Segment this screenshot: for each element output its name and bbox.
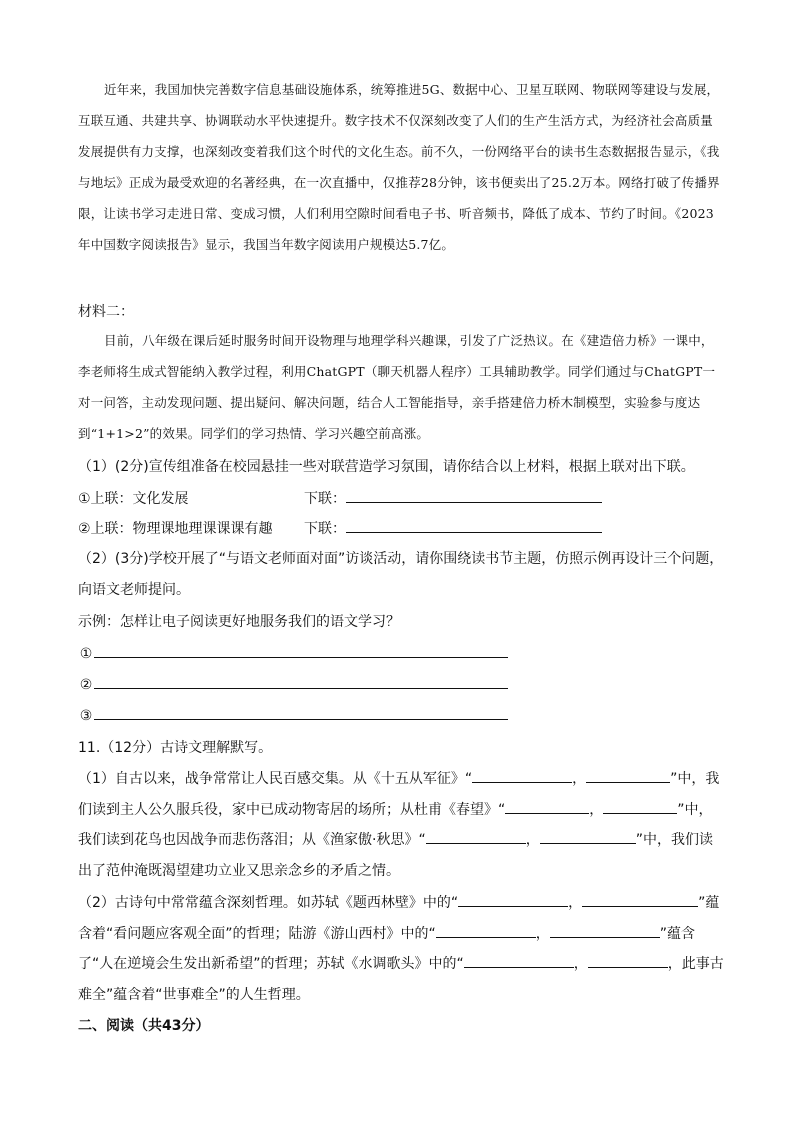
- section2-heading: 二、阅读（共43分）: [78, 1018, 210, 1034]
- q11-blank-1[interactable]: [472, 768, 572, 783]
- q2-answer-blank-1[interactable]: [94, 643, 508, 658]
- q11-part1: [78, 764, 726, 886]
- q1-prompt: （1）(2分)宣传组准备在校园悬挂一些对联营造学习氛围，请你结合以上材料，根据上联对出下联。: [78, 459, 695, 475]
- material2-paragraph: [78, 325, 721, 449]
- q2-answer-line-3: [78, 705, 508, 726]
- q11-p1-b: ，: [572, 771, 587, 787]
- q1-row2-lower-label: 下联：: [304, 521, 346, 537]
- q2-mark-1: ①: [79, 646, 93, 662]
- q11-blank-7[interactable]: [458, 892, 568, 907]
- q11-p2-e: ”蕴含了“人在逆境会生发出新希望”的哲理；苏轼《水调歌头》中的“: [78, 925, 696, 972]
- q11-p1-a: （1）自古以来，战争常常让人民百感交集。从《十五从军征》“: [78, 771, 473, 787]
- material1-paragraph: [78, 74, 721, 260]
- q11-p1-c: ”中，我们读到主人公久服兵役，家中已成动物寄居的场所；从杜甫《春望》“: [78, 771, 720, 818]
- q11-p1-g: ”中，我们读出了范仲淹既渴望建功立业又思亲念乡的矛盾之情。: [78, 832, 713, 879]
- q11-heading: 11.（12分）古诗文理解默写。: [78, 740, 273, 756]
- q1-row1-lower-label: 下联：: [304, 491, 346, 507]
- q2-answer-blank-3[interactable]: [94, 705, 508, 720]
- q1-row1-answer-blank[interactable]: [346, 488, 602, 503]
- q11-blank-12[interactable]: [588, 953, 668, 968]
- q1-row2-upper: ②上联：物理课地理课课课有趣: [78, 521, 273, 537]
- q11-p2-b: ，: [568, 895, 583, 911]
- q11-blank-10[interactable]: [550, 923, 660, 938]
- q1-row2-answer-blank[interactable]: [346, 518, 602, 533]
- q11-p2-f: ，: [573, 956, 588, 972]
- q11-blank-2[interactable]: [586, 768, 670, 783]
- q11-blank-8[interactable]: [582, 892, 698, 907]
- q1-row1: [78, 488, 602, 509]
- q11-p2-c: ”蕴含着“看问题应客观全面”的哲理；陆游《游山西村》中的“: [78, 895, 720, 942]
- q11-blank-6[interactable]: [540, 829, 636, 844]
- material2-heading: 材料二：: [78, 304, 134, 320]
- q1-row2: [78, 518, 602, 539]
- q11-blank-5[interactable]: [426, 829, 526, 844]
- q2-example: 示例：怎样让电子阅读更好地服务我们的语文学习？: [78, 614, 400, 630]
- q2-answer-line-1: [78, 643, 508, 664]
- q11-blank-11[interactable]: [464, 953, 574, 968]
- q2-answer-line-2: [78, 674, 508, 695]
- q11-p2-d: ，: [535, 925, 550, 942]
- q11-p1-e: ”中，我们读到花鸟也因战争而悲伤落泪；从《渔家傲·秋思》“: [78, 801, 713, 848]
- q11-p2-g: ，此事古难全”蕴含着“世事难全”的人生哲理。: [78, 956, 724, 1003]
- q11-p1-f: ，: [525, 832, 540, 848]
- material1-text: 近年来，我国加快完善数字信息基础设施体系，统筹推进5G、数据中心、卫星互联网、物联网等建设与发展，互联互通、共建共享、协调联动水平快速提升。数字技术不仅深刻改变了人们的生产生活方式，为经济社会高质量发展提供有力支撑，也深刻改变着我们这个时代的文化生态。前不久，一份网络平台的读书生态数据报告显示，《我与地坛》正成为最受欢迎的名著经典，在一次直播中，仅推荐28分钟，该书便卖出了25.2万本。网络打破了传播界限，让读书学习走进日常、变成习惯，人们利用空隙时间看电子书、听音频书，降低了成本、节约了时间。《2023年中国数字阅读报告》显示，我国当年数字阅读用户规模达5.7亿。: [78, 82, 720, 252]
- q11-blank-4[interactable]: [603, 799, 677, 814]
- q11-blank-9[interactable]: [436, 923, 536, 938]
- q1-row1-upper: ①上联：文化发展: [78, 491, 189, 507]
- q2-answer-blank-2[interactable]: [94, 674, 508, 689]
- q2-mark-3: ③: [79, 708, 93, 724]
- q2-prompt-block: [78, 544, 726, 605]
- material2-text: 目前，八年级在课后延时服务时间开设物理与地理学科兴趣课，引发了广泛热议。在《建造倍力桥》一课中，李老师将生成式智能纳入教学过程，利用ChatGPT（聊天机器人程序）工具辅助教学。同学们通过与ChatGPT一对一问答，主动发现问题、提出疑问、解决问题，结合人工智能指导，亲手搭建倍力桥木制模型，实验参与度达到“1+1>2”的效果。同学们的学习热情、学习兴趣空前高涨。: [78, 333, 716, 441]
- q11-p1-d: ，: [589, 801, 604, 818]
- q11-p2-a: （2）古诗句中常常蕴含深刻哲理。如苏轼《题西林壁》中的“: [78, 895, 459, 911]
- q11-blank-3[interactable]: [505, 799, 589, 814]
- q2-mark-2: ②: [79, 677, 93, 693]
- q2-prompt: （2）(3分)学校开展了“与语文老师面对面”访谈活动，请你围绕读书节主题，仿照示例再设计三个问题，向语文老师提问。: [78, 551, 724, 598]
- q11-part2: [78, 888, 726, 1010]
